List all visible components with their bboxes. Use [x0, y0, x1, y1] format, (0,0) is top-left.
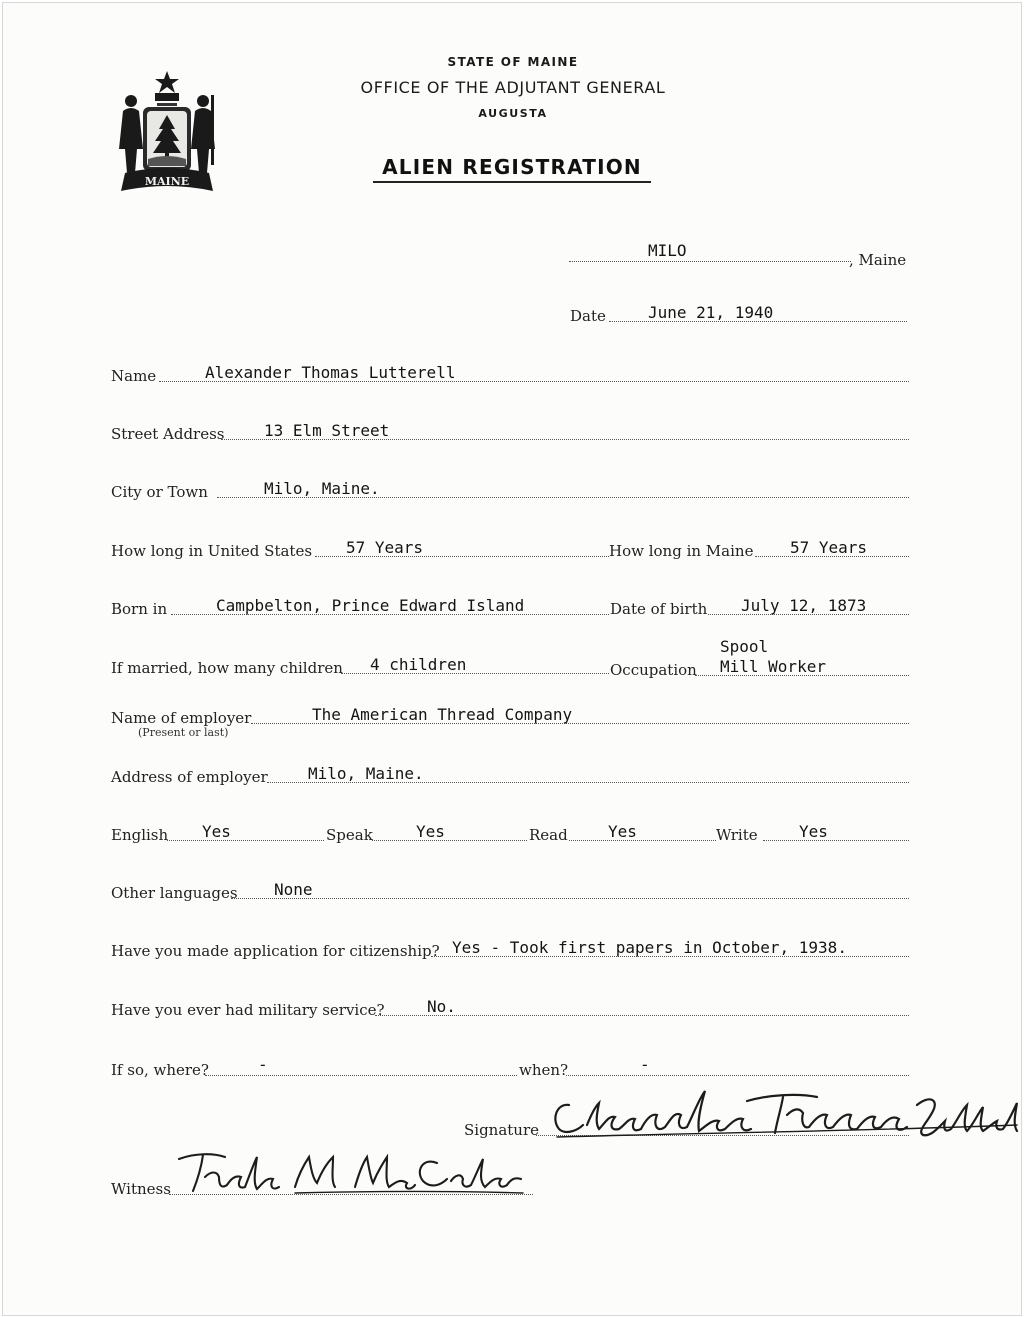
write-label: Write	[716, 826, 758, 844]
employer-label: Name of employer	[111, 709, 252, 727]
when-line	[566, 1075, 909, 1076]
city-label: City or Town	[111, 483, 208, 501]
birth-date-label: Date of birth	[610, 600, 708, 618]
children-label: If married, how many children	[111, 659, 343, 677]
us-years-label: How long in United States	[111, 542, 313, 560]
employer-sublabel: (Present or last)	[138, 726, 229, 739]
form-title: ALIEN REGISTRATION	[382, 155, 642, 179]
us-years-value: 57 Years	[346, 538, 424, 557]
when-label: when?	[519, 1061, 569, 1079]
english-line	[167, 840, 324, 841]
born-in-label: Born in	[111, 600, 168, 618]
speak-line	[372, 840, 527, 841]
citizenship-value: Yes - Took first papers in October, 1938.	[452, 938, 847, 957]
date-value: June 21, 1940	[648, 303, 774, 322]
read-label: Read	[529, 826, 568, 844]
witness-handwriting	[175, 1147, 527, 1201]
town-line	[569, 261, 851, 262]
employer-address-value: Milo, Maine.	[308, 764, 424, 783]
witness-label: Witness	[111, 1180, 171, 1198]
other-languages-value: None	[274, 880, 313, 899]
street-value: 13 Elm Street	[264, 421, 390, 440]
where-label: If so, where?	[111, 1061, 209, 1079]
military-label: Have you ever had military service?	[111, 1001, 385, 1019]
write-line	[763, 840, 909, 841]
header-office: OFFICE OF THE ADJUTANT GENERAL	[360, 78, 666, 97]
employer-address-label: Address of employer	[111, 768, 268, 786]
english-value: Yes	[202, 822, 231, 841]
other-languages-line	[231, 898, 909, 899]
birth-date-value: July 12, 1873	[741, 596, 867, 615]
occupation-value-top: Spool	[720, 637, 769, 656]
signature-handwriting	[547, 1085, 1022, 1149]
maine-state-seal-icon	[115, 69, 219, 195]
city-value: Milo, Maine.	[264, 479, 380, 498]
signature-label: Signature	[464, 1121, 540, 1139]
date-label: Date	[570, 307, 606, 325]
street-label: Street Address	[111, 425, 225, 443]
citizenship-label: Have you made application for citizenship?	[111, 942, 440, 960]
speak-value: Yes	[416, 822, 445, 841]
where-line	[205, 1075, 517, 1076]
read-line	[569, 840, 716, 841]
header-state: STATE OF MAINE	[447, 55, 579, 69]
born-in-value: Campbelton, Prince Edward Island	[216, 596, 525, 615]
name-label: Name	[111, 367, 157, 385]
other-languages-label: Other languages	[111, 884, 238, 902]
occupation-label: Occupation	[610, 661, 697, 679]
read-value: Yes	[608, 822, 637, 841]
employer-value: The American Thread Company	[312, 705, 573, 724]
write-value: Yes	[799, 822, 828, 841]
maine-years-label: How long in Maine	[609, 542, 754, 560]
seal-text: MAINE	[144, 175, 190, 188]
town-suffix: , Maine	[849, 251, 907, 269]
when-value: -	[640, 1055, 650, 1074]
military-value: No.	[427, 997, 456, 1016]
children-value: 4 children	[370, 655, 467, 674]
registration-form	[2, 2, 1022, 1316]
title-underline	[373, 181, 651, 183]
where-value: -	[258, 1055, 268, 1074]
header-city: AUGUSTA	[478, 107, 548, 120]
occupation-value: Mill Worker	[720, 657, 826, 676]
town-value: MILO	[648, 241, 687, 260]
name-value: Alexander Thomas Lutterell	[205, 363, 456, 382]
english-label: English	[111, 826, 169, 844]
speak-label: Speak	[326, 826, 373, 844]
maine-years-value: 57 Years	[790, 538, 868, 557]
